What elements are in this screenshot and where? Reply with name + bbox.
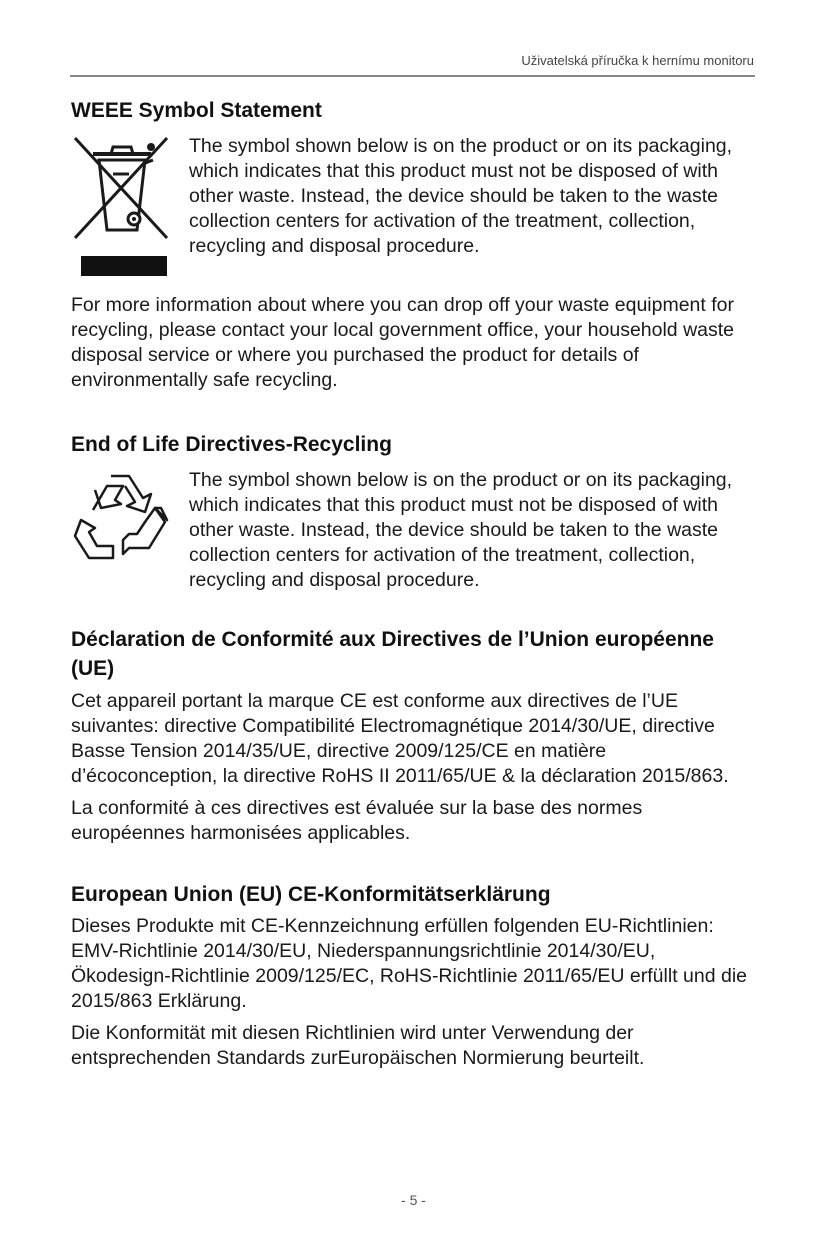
eu-paragraph-1: Dieses Produkte mit CE-Kennzeichnung erfüllen folgenden EU-Richtlinien: EMV-Richtlinie 2014/30/EU, Niederspannungsrichtlinie 2014/30/EU, Ökodesign-Richtlinie 2009/125/EC, RoHS-Richtlinie 2011/65/EU erfüllt und die 2015/863 Erklärung. — [71, 915, 748, 1012]
declaration-section — [71, 625, 755, 846]
weee-text: The symbol shown below is on the product or on its packaging, which indicates that this product must not be disposed of with other waste. Instead, the device should be taken to the waste collection centers for activation of the treatment, collection, recycling and disposal procedure. — [189, 135, 733, 257]
page-number: - 5 - — [401, 1192, 426, 1208]
eol-text: The symbol shown below is on the product or on its packaging, which indicates that this product must not be disposed of with other waste. Instead, the device should be taken to the waste collection centers for activation of the treatment, collection, recycling and disposal procedure. — [189, 469, 733, 591]
eu-paragraph-2: Die Konformität mit diesen Richtlinien wird unter Verwendung der entsprechenden Standards zurEuropäischen Normierung beurteilt. — [71, 1022, 645, 1069]
weee-more-info: For more information about where you can drop off your waste equipment for recycling, please contact your local government office, your household waste disposal service or where you purchased the product for details of environmentally safe recycling. — [71, 294, 735, 391]
header-rule — [70, 75, 755, 77]
page-content — [71, 96, 755, 1071]
eol-icon-row — [71, 468, 755, 593]
declaration-paragraph-2: La conformité à ces directives est évaluée sur la base des normes européennes harmonisées applicables. — [71, 797, 643, 844]
weee-crossed-bin-icon — [71, 134, 189, 281]
eu-heading: European Union (EU) CE-Konformitätserklärung — [71, 883, 551, 906]
eol-section — [71, 430, 755, 593]
eu-conformity-section — [71, 880, 755, 1071]
declaration-paragraph-1: Cet appareil portant la marque CE est conforme aux directives de l’UE suivantes: directive Compatibilité Electromagnétique 2014/30/UE, directive Basse Tension 2014/35/UE, directive 2009/125/CE en matière d’écoconception, la directive RoHS II 2011/65/UE & la déclaration 2015/863. — [71, 690, 729, 787]
declaration-heading: Déclaration de Conformité aux Directives de l’Union européenne (UE) — [71, 628, 714, 680]
recycling-icon — [71, 468, 189, 573]
running-header: Uživatelská příručka k hernímu monitoru — [521, 53, 754, 68]
weee-icon-row — [71, 134, 755, 281]
eol-heading: End of Life Directives-Recycling — [71, 433, 392, 456]
weee-heading: WEEE Symbol Statement — [71, 99, 322, 122]
weee-section — [71, 96, 755, 393]
